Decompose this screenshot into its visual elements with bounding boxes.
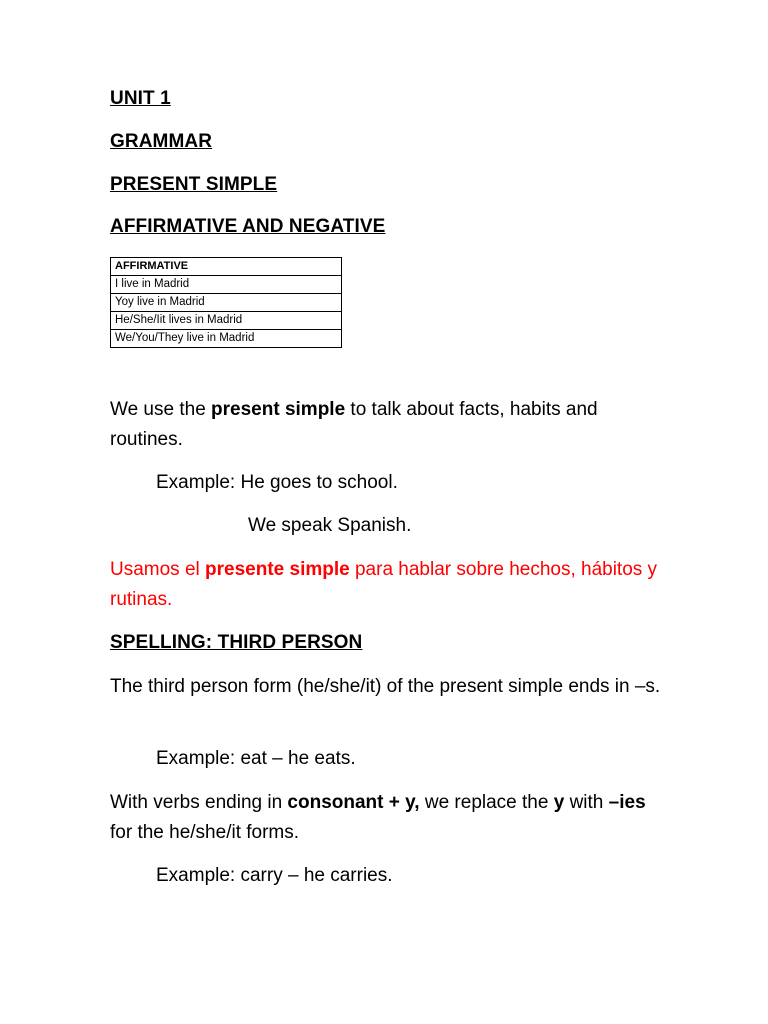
verbs-rule-part1: With verbs ending in bbox=[110, 792, 288, 813]
table-row bbox=[111, 276, 342, 294]
affirmative-table bbox=[110, 257, 342, 348]
verbs-rule-bold2: y bbox=[553, 792, 565, 813]
table-header-row bbox=[111, 258, 342, 276]
verbs-rule-bold3: –ies bbox=[608, 792, 646, 813]
table-row bbox=[111, 312, 342, 330]
spanish-paragraph bbox=[110, 555, 670, 615]
example-goes-to-school: Example: He goes to school. bbox=[156, 472, 398, 493]
example-speak-spanish: We speak Spanish. bbox=[248, 515, 412, 536]
grammar-heading: GRAMMAR bbox=[110, 131, 213, 152]
table-header-cell: AFFIRMATIVE bbox=[111, 258, 342, 276]
verbs-rule-part2: we replace the bbox=[419, 792, 554, 813]
verbs-rule-bold1: consonant + y, bbox=[287, 792, 420, 813]
example-eats: Example: eat – he eats. bbox=[156, 748, 356, 769]
usage-text-pre: We use the bbox=[110, 399, 212, 420]
unit-heading: UNIT 1 bbox=[110, 88, 171, 109]
table-cell: He/She/Iit lives in Madrid bbox=[111, 312, 342, 330]
spanish-text-bold: presente simple bbox=[205, 559, 350, 580]
table-cell: Yoy live in Madrid bbox=[111, 294, 342, 312]
verbs-rule-part4: for the he/she/it forms. bbox=[110, 822, 300, 843]
present-simple-heading: PRESENT SIMPLE bbox=[110, 174, 278, 195]
table-row bbox=[111, 294, 342, 312]
usage-paragraph bbox=[110, 395, 670, 455]
table-cell: I live in Madrid bbox=[111, 276, 342, 294]
table-row bbox=[111, 330, 342, 348]
spelling-heading: SPELLING: THIRD PERSON bbox=[110, 632, 363, 653]
example-carries: Example: carry – he carries. bbox=[156, 865, 393, 886]
affirmative-negative-heading: AFFIRMATIVE AND NEGATIVE bbox=[110, 216, 386, 237]
table-cell: We/You/They live in Madrid bbox=[111, 330, 342, 348]
spanish-text-pre: Usamos el bbox=[110, 559, 206, 580]
third-person-paragraph: The third person form (he/she/it) of the present simple ends in –s. bbox=[110, 676, 661, 697]
usage-text-post: to talk about facts, habits and routines. bbox=[110, 399, 598, 450]
usage-text-bold: present simple bbox=[211, 399, 346, 420]
verbs-rule-paragraph bbox=[110, 788, 670, 848]
verbs-rule-part3: with bbox=[564, 792, 609, 813]
spanish-text-post: para hablar sobre hechos, hábitos y rutinas. bbox=[110, 559, 658, 610]
